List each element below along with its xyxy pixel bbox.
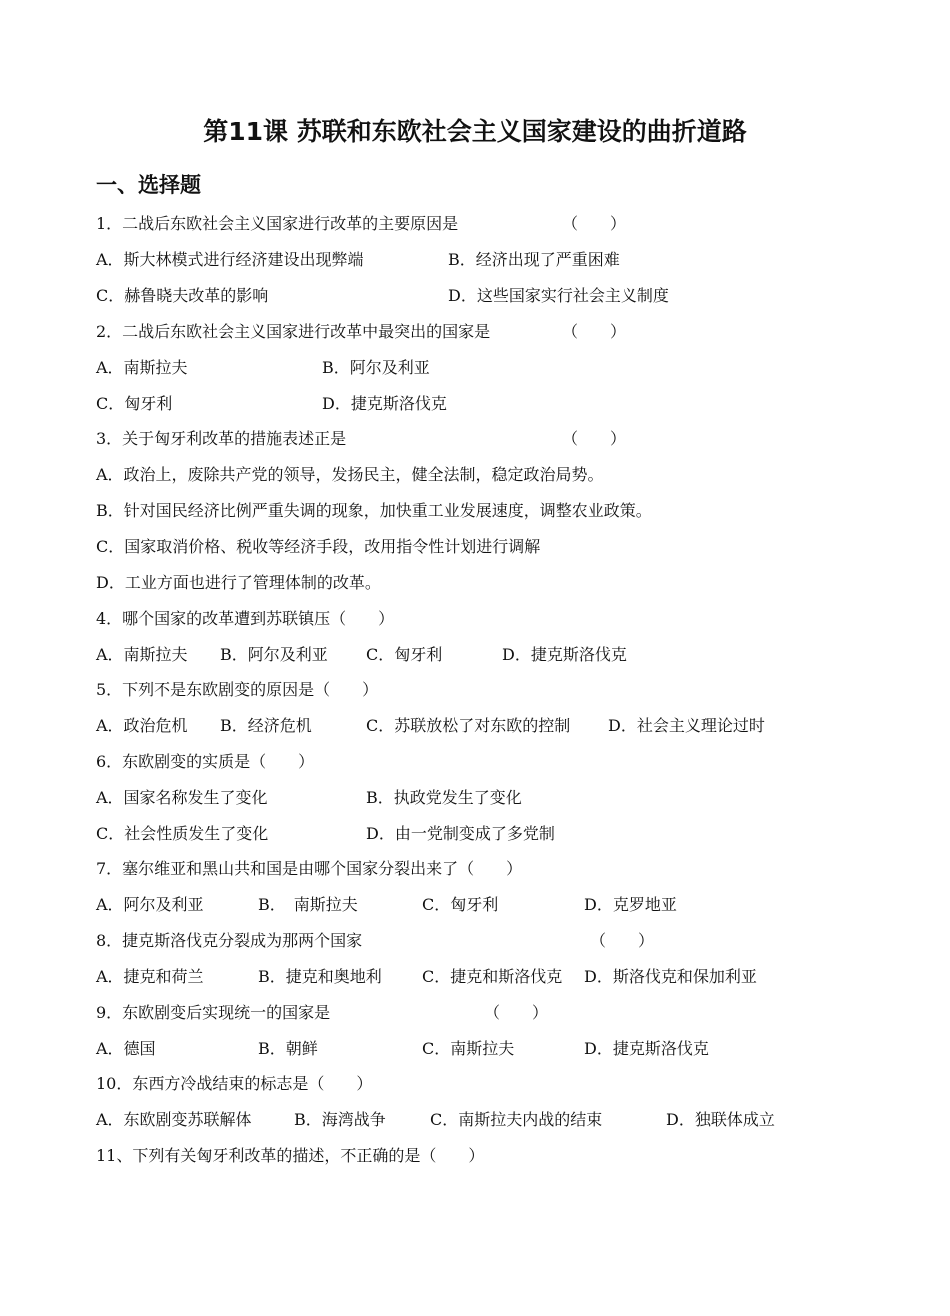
section-title: 一、选择题 xyxy=(96,173,201,197)
option-c: C．社会性质发生了变化 xyxy=(96,824,269,843)
option-d: D．斯洛伐克和保加利亚 xyxy=(584,967,757,986)
option-a: A．政治上，废除共产党的领导，发扬民主，健全法制，稳定政治局势。 xyxy=(96,465,604,484)
question-stem-text: 11、下列有关匈牙利改革的描述，不正确的是（ ） xyxy=(96,1146,485,1165)
question-stem-text: 5．下列不是东欧剧变的原因是（ ） xyxy=(96,680,379,699)
option-a: A．捷克和荷兰 xyxy=(96,967,204,986)
question-stem-text: 6．东欧剧变的实质是（ ） xyxy=(96,752,315,771)
question-stem-text: 2．二战后东欧社会主义国家进行改革中最突出的国家是 xyxy=(96,322,491,341)
answer-parentheses: （ ） xyxy=(562,214,627,233)
option-a: A．阿尔及利亚 xyxy=(96,895,204,914)
option-d: D．克罗地亚 xyxy=(584,895,677,914)
page-title: 第11课 苏联和东欧社会主义国家建设的曲折道路 xyxy=(203,117,747,146)
option-d: D．捷克斯洛伐克 xyxy=(502,645,627,664)
option-b: B．经济危机 xyxy=(220,716,312,735)
option-c: C．匈牙利 xyxy=(422,895,499,914)
question-stem-text: 7．塞尔维亚和黑山共和国是由哪个国家分裂出来了（ ） xyxy=(96,859,523,878)
option-b: B．海湾战争 xyxy=(294,1110,386,1129)
option-d: D．独联体成立 xyxy=(666,1110,775,1129)
question-stem-text: 9．东欧剧变后实现统一的国家是 xyxy=(96,1003,331,1022)
option-c: C．南斯拉夫内战的结束 xyxy=(430,1110,603,1129)
option-b: B．针对国民经济比例严重失调的现象，加快重工业发展速度，调整农业政策。 xyxy=(96,501,652,520)
option-d: D．捷克斯洛伐克 xyxy=(322,394,447,413)
option-b: B．朝鲜 xyxy=(258,1039,318,1058)
option-c: C．赫鲁晓夫改革的影响 xyxy=(96,286,269,305)
option-a: A．斯大林模式进行经济建设出现弊端 xyxy=(96,250,364,269)
option-c: C．捷克和斯洛伐克 xyxy=(422,967,563,986)
option-b: B．执政党发生了变化 xyxy=(366,788,522,807)
option-d: D．工业方面也进行了管理体制的改革。 xyxy=(96,573,381,592)
option-b: B．阿尔及利亚 xyxy=(322,358,430,377)
answer-parentheses: （ ） xyxy=(590,931,655,950)
question-stem-text: 10．东西方冷战结束的标志是（ ） xyxy=(96,1074,373,1093)
option-b: B． 南斯拉夫 xyxy=(258,895,358,914)
answer-parentheses: （ ） xyxy=(562,429,627,448)
answer-parentheses: （ ） xyxy=(484,1003,549,1022)
option-c: C．国家取消价格、税收等经济手段，改用指令性计划进行调解 xyxy=(96,537,541,556)
option-d: D．社会主义理论过时 xyxy=(608,716,765,735)
option-d: D．由一党制变成了多党制 xyxy=(366,824,555,843)
option-a: A．南斯拉夫 xyxy=(96,358,188,377)
option-b: B．经济出现了严重困难 xyxy=(448,250,620,269)
option-a: A．国家名称发生了变化 xyxy=(96,788,268,807)
option-a: A．东欧剧变苏联解体 xyxy=(96,1110,252,1129)
question-stem-text: 4．哪个国家的改革遭到苏联镇压（ ） xyxy=(96,609,395,628)
option-c: C．匈牙利 xyxy=(96,394,173,413)
option-a: A．政治危机 xyxy=(96,716,188,735)
option-b: B．阿尔及利亚 xyxy=(220,645,328,664)
option-b: B．捷克和奥地利 xyxy=(258,967,382,986)
option-a: A．德国 xyxy=(96,1039,156,1058)
option-d: D．捷克斯洛伐克 xyxy=(584,1039,709,1058)
question-stem-text: 3．关于匈牙利改革的措施表述正是 xyxy=(96,429,347,448)
question-stem-text: 8．捷克斯洛伐克分裂成为那两个国家 xyxy=(96,931,363,950)
question-stem-text: 1．二战后东欧社会主义国家进行改革的主要原因是 xyxy=(96,214,459,233)
option-c: C．苏联放松了对东欧的控制 xyxy=(366,716,571,735)
answer-parentheses: （ ） xyxy=(562,322,627,341)
option-a: A．南斯拉夫 xyxy=(96,645,188,664)
option-c: C．匈牙利 xyxy=(366,645,443,664)
option-d: D．这些国家实行社会主义制度 xyxy=(448,286,669,305)
option-c: C．南斯拉夫 xyxy=(422,1039,515,1058)
